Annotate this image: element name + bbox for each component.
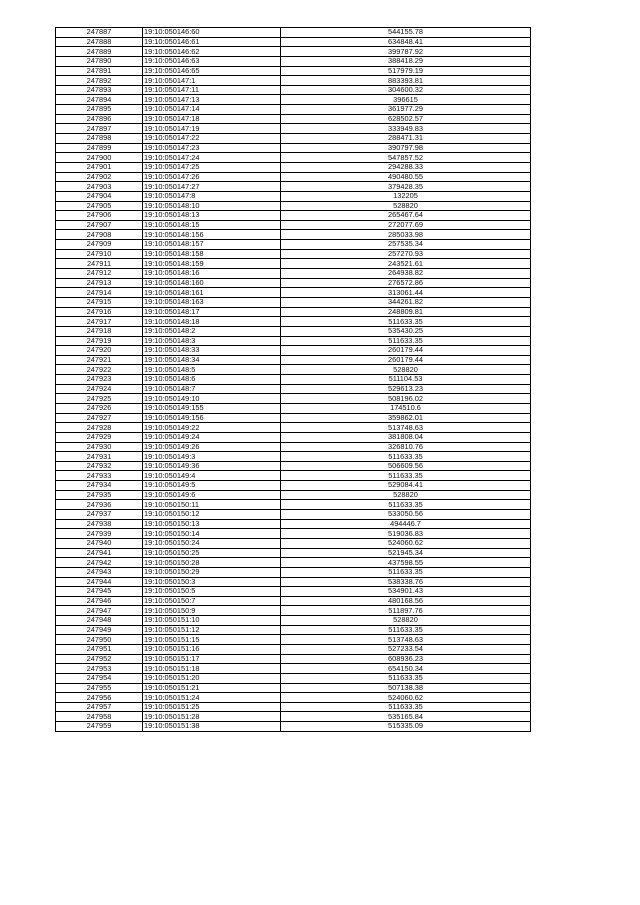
cadastral-number-cell: 19:10:050151:16: [143, 645, 281, 655]
row-number-cell: 247929: [56, 432, 143, 442]
value-cell: 511633.35: [281, 317, 531, 327]
table-row: [56, 76, 531, 86]
table-row: [56, 114, 531, 124]
cadastral-value-table: [55, 27, 531, 732]
cadastral-number-cell: 19:10:050148:10: [143, 201, 281, 211]
value-cell: 513748.63: [281, 423, 531, 433]
row-number-cell: 247909: [56, 240, 143, 250]
table-row: [56, 240, 531, 250]
value-cell: 511633.35: [281, 471, 531, 481]
table-row: [56, 105, 531, 115]
table-row: [56, 693, 531, 703]
table-row: [56, 519, 531, 529]
table-row: [56, 134, 531, 144]
row-number-cell: 247954: [56, 673, 143, 683]
value-cell: 508196.02: [281, 394, 531, 404]
cadastral-number-cell: 19:10:050149:6: [143, 490, 281, 500]
table-row: [56, 66, 531, 76]
value-cell: 490480.55: [281, 172, 531, 182]
value-cell: 547857.52: [281, 153, 531, 163]
row-number-cell: 247945: [56, 587, 143, 597]
row-number-cell: 247888: [56, 37, 143, 47]
row-number-cell: 247928: [56, 423, 143, 433]
value-cell: 396615: [281, 95, 531, 105]
cadastral-number-cell: 19:10:050151:15: [143, 635, 281, 645]
table-row: [56, 28, 531, 38]
cadastral-number-cell: 19:10:050147:13: [143, 95, 281, 105]
cadastral-number-cell: 19:10:050148:5: [143, 365, 281, 375]
table-row: [56, 500, 531, 510]
cadastral-number-cell: 19:10:050148:158: [143, 249, 281, 259]
row-number-cell: 247927: [56, 413, 143, 423]
table-row: [56, 143, 531, 153]
cadastral-number-cell: 19:10:050149:36: [143, 461, 281, 471]
row-number-cell: 247942: [56, 558, 143, 568]
row-number-cell: 247910: [56, 249, 143, 259]
value-cell: 132205: [281, 191, 531, 201]
row-number-cell: 247952: [56, 654, 143, 664]
table-row: [56, 616, 531, 626]
cadastral-number-cell: 19:10:050146:65: [143, 66, 281, 76]
value-cell: 521945.34: [281, 548, 531, 558]
cadastral-number-cell: 19:10:050151:17: [143, 654, 281, 664]
row-number-cell: 247930: [56, 442, 143, 452]
value-cell: 294288.33: [281, 162, 531, 172]
value-cell: 511897.76: [281, 606, 531, 616]
cadastral-number-cell: 19:10:050150:11: [143, 500, 281, 510]
table-row: [56, 230, 531, 240]
table-row: [56, 461, 531, 471]
value-cell: 515335.09: [281, 722, 531, 732]
value-cell: 494446.7: [281, 519, 531, 529]
row-number-cell: 247916: [56, 307, 143, 317]
table-row: [56, 375, 531, 385]
row-number-cell: 247908: [56, 230, 143, 240]
table-row: [56, 124, 531, 134]
cadastral-number-cell: 19:10:050150:28: [143, 558, 281, 568]
row-number-cell: 247903: [56, 182, 143, 192]
row-number-cell: 247936: [56, 500, 143, 510]
value-cell: 511633.35: [281, 567, 531, 577]
cadastral-number-cell: 19:10:050150:5: [143, 587, 281, 597]
table-row: [56, 355, 531, 365]
cadastral-number-cell: 19:10:050151:18: [143, 664, 281, 674]
value-cell: 388418.29: [281, 56, 531, 66]
cadastral-number-cell: 19:10:050149:26: [143, 442, 281, 452]
row-number-cell: 247934: [56, 481, 143, 491]
cadastral-number-cell: 19:10:050148:161: [143, 288, 281, 298]
table-row: [56, 538, 531, 548]
table-row: [56, 587, 531, 597]
table-row: [56, 558, 531, 568]
row-number-cell: 247893: [56, 85, 143, 95]
cadastral-number-cell: 19:10:050151:25: [143, 702, 281, 712]
cadastral-number-cell: 19:10:050151:38: [143, 722, 281, 732]
value-cell: 533050.56: [281, 510, 531, 520]
table-row: [56, 153, 531, 163]
row-number-cell: 247904: [56, 191, 143, 201]
table-row: [56, 490, 531, 500]
value-cell: 381808.04: [281, 432, 531, 442]
row-number-cell: 247957: [56, 702, 143, 712]
cadastral-number-cell: 19:10:050150:13: [143, 519, 281, 529]
table-row: [56, 211, 531, 221]
row-number-cell: 247913: [56, 278, 143, 288]
value-cell: 528820: [281, 365, 531, 375]
row-number-cell: 247944: [56, 577, 143, 587]
cadastral-number-cell: 19:10:050147:19: [143, 124, 281, 134]
cadastral-number-cell: 19:10:050147:24: [143, 153, 281, 163]
cadastral-number-cell: 19:10:050148:160: [143, 278, 281, 288]
value-cell: 276572.86: [281, 278, 531, 288]
row-number-cell: 247914: [56, 288, 143, 298]
cadastral-number-cell: 19:10:050151:10: [143, 616, 281, 626]
row-number-cell: 247918: [56, 326, 143, 336]
value-cell: 608936.23: [281, 654, 531, 664]
row-number-cell: 247890: [56, 56, 143, 66]
value-cell: 654150.34: [281, 664, 531, 674]
table-row: [56, 182, 531, 192]
table-row: [56, 577, 531, 587]
row-number-cell: 247907: [56, 220, 143, 230]
row-number-cell: 247901: [56, 162, 143, 172]
value-cell: 507138.38: [281, 683, 531, 693]
table-row: [56, 645, 531, 655]
row-number-cell: 247948: [56, 616, 143, 626]
row-number-cell: 247931: [56, 452, 143, 462]
row-number-cell: 247943: [56, 567, 143, 577]
table-row: [56, 702, 531, 712]
cadastral-number-cell: 19:10:050150:24: [143, 538, 281, 548]
row-number-cell: 247897: [56, 124, 143, 134]
table-row: [56, 452, 531, 462]
value-cell: 257535.34: [281, 240, 531, 250]
value-cell: 544155.78: [281, 28, 531, 38]
table-row: [56, 317, 531, 327]
table-row: [56, 683, 531, 693]
cadastral-number-cell: 19:10:050150:9: [143, 606, 281, 616]
row-number-cell: 247946: [56, 596, 143, 606]
row-number-cell: 247941: [56, 548, 143, 558]
row-number-cell: 247896: [56, 114, 143, 124]
table-row: [56, 403, 531, 413]
row-number-cell: 247899: [56, 143, 143, 153]
table-row: [56, 673, 531, 683]
table-row: [56, 384, 531, 394]
table-row: [56, 635, 531, 645]
row-number-cell: 247955: [56, 683, 143, 693]
row-number-cell: 247911: [56, 259, 143, 269]
value-cell: 313061.44: [281, 288, 531, 298]
cadastral-number-cell: 19:10:050150:14: [143, 529, 281, 539]
cadastral-number-cell: 19:10:050148:156: [143, 230, 281, 240]
value-cell: 265467.64: [281, 211, 531, 221]
cadastral-number-cell: 19:10:050149:24: [143, 432, 281, 442]
cadastral-number-cell: 19:10:050147:22: [143, 134, 281, 144]
row-number-cell: 247917: [56, 317, 143, 327]
table-row: [56, 654, 531, 664]
cadastral-number-cell: 19:10:050148:34: [143, 355, 281, 365]
cadastral-number-cell: 19:10:050148:17: [143, 307, 281, 317]
row-number-cell: 247922: [56, 365, 143, 375]
value-cell: 272077.69: [281, 220, 531, 230]
table-row: [56, 481, 531, 491]
row-number-cell: 247902: [56, 172, 143, 182]
table-row: [56, 625, 531, 635]
row-number-cell: 247947: [56, 606, 143, 616]
value-cell: 529613.23: [281, 384, 531, 394]
table-row: [56, 722, 531, 732]
table-row: [56, 336, 531, 346]
cadastral-number-cell: 19:10:050149:156: [143, 413, 281, 423]
table-row: [56, 259, 531, 269]
table-row: [56, 37, 531, 47]
value-cell: 390797.98: [281, 143, 531, 153]
value-cell: 511104.53: [281, 375, 531, 385]
cadastral-number-cell: 19:10:050147:18: [143, 114, 281, 124]
row-number-cell: 247958: [56, 712, 143, 722]
row-number-cell: 247895: [56, 105, 143, 115]
cadastral-number-cell: 19:10:050150:3: [143, 577, 281, 587]
cadastral-number-cell: 19:10:050149:10: [143, 394, 281, 404]
cadastral-number-cell: 19:10:050148:3: [143, 336, 281, 346]
table-row: [56, 47, 531, 57]
table-row: [56, 712, 531, 722]
value-cell: 634848.41: [281, 37, 531, 47]
table-row: [56, 297, 531, 307]
table-row: [56, 471, 531, 481]
value-cell: 513748.63: [281, 635, 531, 645]
value-cell: 883393.81: [281, 76, 531, 86]
table-row: [56, 162, 531, 172]
table-row: [56, 442, 531, 452]
cadastral-number-cell: 19:10:050149:5: [143, 481, 281, 491]
cadastral-number-cell: 19:10:050149:155: [143, 403, 281, 413]
value-cell: 437598.55: [281, 558, 531, 568]
value-cell: 264938.82: [281, 269, 531, 279]
row-number-cell: 247915: [56, 297, 143, 307]
row-number-cell: 247924: [56, 384, 143, 394]
value-cell: 519036.83: [281, 529, 531, 539]
value-cell: 534901.43: [281, 587, 531, 597]
table-row: [56, 191, 531, 201]
cadastral-number-cell: 19:10:050150:12: [143, 510, 281, 520]
cadastral-number-cell: 19:10:050149:22: [143, 423, 281, 433]
cadastral-number-cell: 19:10:050147:14: [143, 105, 281, 115]
cadastral-number-cell: 19:10:050147:11: [143, 85, 281, 95]
cadastral-number-cell: 19:10:050146:61: [143, 37, 281, 47]
value-cell: 511633.35: [281, 452, 531, 462]
row-number-cell: 247889: [56, 47, 143, 57]
cadastral-number-cell: 19:10:050148:18: [143, 317, 281, 327]
table-row: [56, 172, 531, 182]
cadastral-number-cell: 19:10:050151:21: [143, 683, 281, 693]
value-cell: 304600.32: [281, 85, 531, 95]
cadastral-number-cell: 19:10:050147:25: [143, 162, 281, 172]
row-number-cell: 247912: [56, 269, 143, 279]
value-cell: 524060.62: [281, 693, 531, 703]
value-cell: 538338.76: [281, 577, 531, 587]
value-cell: 528820: [281, 490, 531, 500]
row-number-cell: 247951: [56, 645, 143, 655]
cadastral-number-cell: 19:10:050148:13: [143, 211, 281, 221]
cadastral-number-cell: 19:10:050150:7: [143, 596, 281, 606]
cadastral-number-cell: 19:10:050151:12: [143, 625, 281, 635]
value-cell: 174510.6: [281, 403, 531, 413]
row-number-cell: 247935: [56, 490, 143, 500]
cadastral-number-cell: 19:10:050148:33: [143, 346, 281, 356]
row-number-cell: 247933: [56, 471, 143, 481]
value-cell: 527233.54: [281, 645, 531, 655]
table-row: [56, 288, 531, 298]
value-cell: 528820: [281, 616, 531, 626]
cadastral-number-cell: 19:10:050148:2: [143, 326, 281, 336]
cadastral-number-cell: 19:10:050148:6: [143, 375, 281, 385]
value-cell: 535165.84: [281, 712, 531, 722]
table-row: [56, 365, 531, 375]
value-cell: 529084.41: [281, 481, 531, 491]
value-cell: 517979.19: [281, 66, 531, 76]
cadastral-number-cell: 19:10:050148:163: [143, 297, 281, 307]
row-number-cell: 247919: [56, 336, 143, 346]
row-number-cell: 247926: [56, 403, 143, 413]
cadastral-number-cell: 19:10:050150:29: [143, 567, 281, 577]
table-row: [56, 269, 531, 279]
table-row: [56, 95, 531, 105]
cadastral-number-cell: 19:10:050151:20: [143, 673, 281, 683]
value-cell: 511633.35: [281, 673, 531, 683]
value-cell: 285033.98: [281, 230, 531, 240]
value-cell: 379428.35: [281, 182, 531, 192]
table-row: [56, 567, 531, 577]
row-number-cell: 247939: [56, 529, 143, 539]
table-row: [56, 394, 531, 404]
row-number-cell: 247900: [56, 153, 143, 163]
row-number-cell: 247959: [56, 722, 143, 732]
value-cell: 511633.35: [281, 702, 531, 712]
value-cell: 535430.25: [281, 326, 531, 336]
table-row: [56, 596, 531, 606]
row-number-cell: 247938: [56, 519, 143, 529]
row-number-cell: 247956: [56, 693, 143, 703]
cadastral-number-cell: 19:10:050149:4: [143, 471, 281, 481]
cadastral-number-cell: 19:10:050151:24: [143, 693, 281, 703]
table-row: [56, 432, 531, 442]
row-number-cell: 247920: [56, 346, 143, 356]
table-row: [56, 529, 531, 539]
table-row: [56, 326, 531, 336]
cadastral-number-cell: 19:10:050146:62: [143, 47, 281, 57]
table-row: [56, 307, 531, 317]
cadastral-number-cell: 19:10:050147:26: [143, 172, 281, 182]
table-row: [56, 548, 531, 558]
value-cell: 511633.35: [281, 500, 531, 510]
row-number-cell: 247905: [56, 201, 143, 211]
value-cell: 333949.83: [281, 124, 531, 134]
row-number-cell: 247892: [56, 76, 143, 86]
table-row: [56, 220, 531, 230]
row-number-cell: 247940: [56, 538, 143, 548]
value-cell: 511633.35: [281, 625, 531, 635]
cadastral-number-cell: 19:10:050149:3: [143, 452, 281, 462]
value-cell: 326810.76: [281, 442, 531, 452]
cadastral-number-cell: 19:10:050147:1: [143, 76, 281, 86]
value-cell: 361977.29: [281, 105, 531, 115]
cadastral-number-cell: 19:10:050148:159: [143, 259, 281, 269]
value-cell: 260179.44: [281, 355, 531, 365]
cadastral-number-cell: 19:10:050148:157: [143, 240, 281, 250]
cadastral-number-cell: 19:10:050148:15: [143, 220, 281, 230]
value-cell: 243521.61: [281, 259, 531, 269]
value-cell: 506609.56: [281, 461, 531, 471]
table-row: [56, 606, 531, 616]
row-number-cell: 247894: [56, 95, 143, 105]
value-cell: 257270.93: [281, 249, 531, 259]
value-cell: 359862.01: [281, 413, 531, 423]
table-row: [56, 510, 531, 520]
value-cell: 260179.44: [281, 346, 531, 356]
cadastral-number-cell: 19:10:050146:63: [143, 56, 281, 66]
cadastral-number-cell: 19:10:050151:28: [143, 712, 281, 722]
value-cell: 528820: [281, 201, 531, 211]
value-cell: 399787.92: [281, 47, 531, 57]
row-number-cell: 247891: [56, 66, 143, 76]
value-cell: 248809.81: [281, 307, 531, 317]
row-number-cell: 247921: [56, 355, 143, 365]
table-row: [56, 278, 531, 288]
value-cell: 628502.57: [281, 114, 531, 124]
cadastral-number-cell: 19:10:050148:7: [143, 384, 281, 394]
value-cell: 524060.62: [281, 538, 531, 548]
value-cell: 480168.56: [281, 596, 531, 606]
row-number-cell: 247906: [56, 211, 143, 221]
cadastral-number-cell: 19:10:050146:60: [143, 28, 281, 38]
value-cell: 288471.31: [281, 134, 531, 144]
row-number-cell: 247898: [56, 134, 143, 144]
table-row: [56, 85, 531, 95]
row-number-cell: 247937: [56, 510, 143, 520]
table-row: [56, 201, 531, 211]
cadastral-number-cell: 19:10:050147:27: [143, 182, 281, 192]
row-number-cell: 247932: [56, 461, 143, 471]
row-number-cell: 247925: [56, 394, 143, 404]
table-row: [56, 423, 531, 433]
table-row: [56, 413, 531, 423]
row-number-cell: 247950: [56, 635, 143, 645]
value-cell: 344261.82: [281, 297, 531, 307]
value-cell: 511633.35: [281, 336, 531, 346]
table-row: [56, 664, 531, 674]
cadastral-number-cell: 19:10:050150:25: [143, 548, 281, 558]
table-body: [56, 28, 531, 732]
table-row: [56, 56, 531, 66]
cadastral-number-cell: 19:10:050147:8: [143, 191, 281, 201]
row-number-cell: 247887: [56, 28, 143, 38]
table-row: [56, 346, 531, 356]
row-number-cell: 247923: [56, 375, 143, 385]
table-row: [56, 249, 531, 259]
row-number-cell: 247953: [56, 664, 143, 674]
cadastral-number-cell: 19:10:050147:23: [143, 143, 281, 153]
row-number-cell: 247949: [56, 625, 143, 635]
cadastral-number-cell: 19:10:050148:16: [143, 269, 281, 279]
